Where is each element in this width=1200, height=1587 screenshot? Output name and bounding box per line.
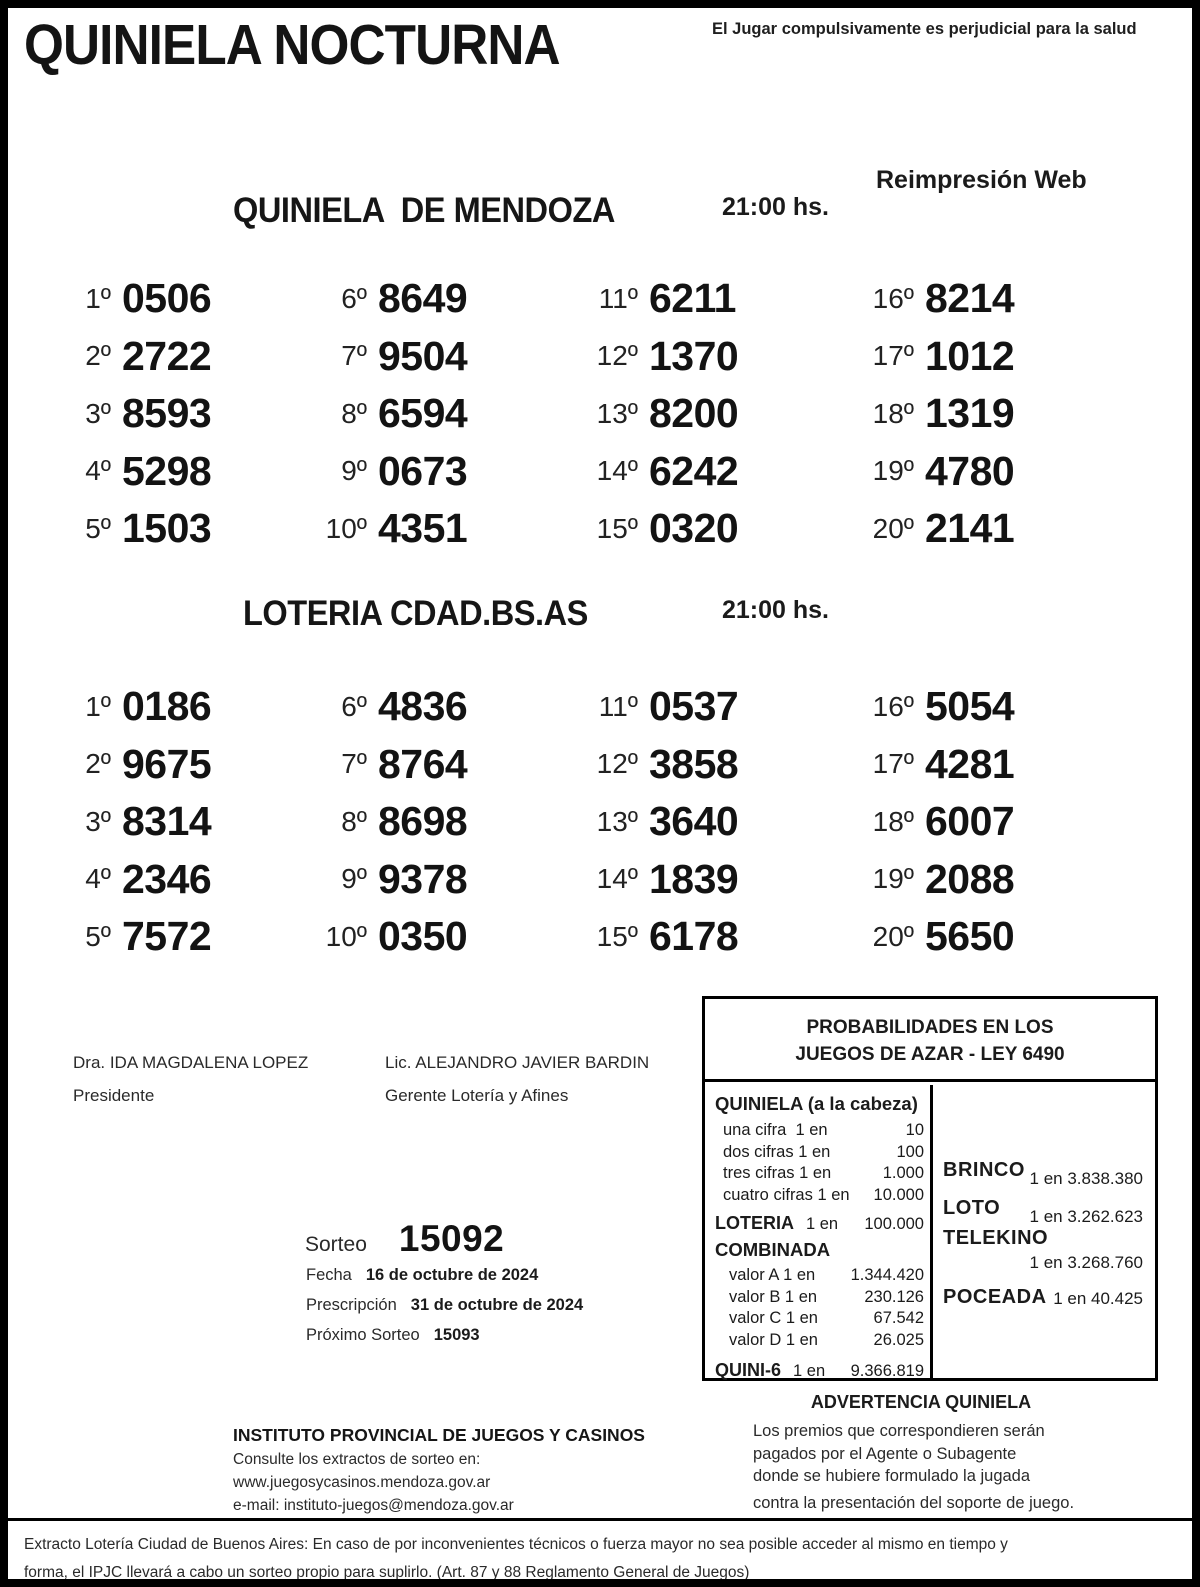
game-value: 1 en 40.425 [1053, 1289, 1143, 1308]
result-number: 0537 [649, 683, 739, 730]
result-cell [584, 270, 860, 328]
result-cell [860, 385, 1120, 443]
quini6-mid: 1 en [793, 1362, 826, 1380]
result-number: 6178 [649, 913, 739, 960]
sorteo-info-value: 31 de octubre de 2024 [410, 1296, 584, 1314]
institute-block [233, 1425, 645, 1515]
loteria-probability-row [715, 1213, 924, 1234]
result-position: 8º [341, 805, 367, 837]
result-cell [57, 908, 313, 966]
institute-line: e-mail: instituto-juegos@mendoza.gov.ar [233, 1497, 514, 1514]
probabilities-header [705, 999, 1155, 1082]
probability-label: dos cifras 1 en [723, 1142, 831, 1161]
result-cell [57, 385, 313, 443]
result-cell [57, 736, 313, 794]
loteria-mid: 1 en [806, 1215, 839, 1233]
result-cell [860, 793, 1120, 851]
result-position: 17º [872, 748, 914, 780]
result-position: 13º [596, 805, 638, 837]
game-name: LOTO [943, 1197, 1001, 1219]
result-cell [860, 908, 1120, 966]
probabilities-box [702, 996, 1158, 1381]
institute-name: INSTITUTO PROVINCIAL DE JUEGOS Y CASINOS [233, 1425, 645, 1445]
probabilities-left-column [705, 1085, 933, 1378]
result-position: 19º [872, 863, 914, 895]
result-number: 2722 [122, 332, 212, 379]
game-probability [943, 1227, 1143, 1273]
signature-block [73, 1053, 308, 1106]
quini6-value: 9.366.819 [850, 1362, 924, 1380]
result-number: 0673 [378, 447, 468, 494]
probability-row [715, 1330, 924, 1352]
probability-label: una cifra 1 en [723, 1121, 828, 1139]
result-cell [584, 385, 860, 443]
probabilities-right-column [933, 1085, 1155, 1378]
probability-label: tres cifras 1 en [723, 1164, 832, 1182]
result-position: 7º [341, 748, 367, 780]
result-cell [313, 270, 584, 328]
advertencia-line: Los premios que correspondieren serán [753, 1422, 1045, 1440]
footer-text [24, 1531, 1174, 1587]
result-position: 9º [341, 455, 367, 487]
probabilities-body [705, 1085, 1155, 1378]
advertencia-block [733, 1392, 1109, 1514]
probability-row [715, 1308, 924, 1330]
sorteo-info-label: Próximo Sorteo [306, 1326, 420, 1344]
game-probability [943, 1159, 1143, 1189]
result-position: 4º [85, 455, 111, 487]
quini6-probability-row [715, 1360, 924, 1381]
result-number: 1370 [649, 332, 739, 379]
game-name: TELEKINO [943, 1227, 1049, 1249]
result-position: 15º [596, 920, 638, 952]
sorteo-info-value: 16 de octubre de 2024 [365, 1266, 539, 1284]
draw-time-bsas: 21:00 hs. [722, 596, 830, 624]
result-position: 4º [85, 863, 111, 895]
result-number: 9378 [378, 855, 468, 902]
advertencia-lines [733, 1420, 1109, 1514]
result-number: 2088 [925, 855, 1015, 902]
result-position: 20º [872, 920, 914, 952]
probabilities-title-line2: JUEGOS DE AZAR - LEY 6490 [795, 1044, 1065, 1065]
advertencia-title: ADVERTENCIA QUINIELA [810, 1392, 1032, 1412]
result-position: 5º [85, 512, 111, 544]
result-number: 6007 [925, 798, 1015, 845]
result-position: 5º [85, 920, 111, 952]
result-number: 1839 [649, 855, 739, 902]
footer-separator [7, 1518, 1193, 1521]
result-cell [860, 328, 1120, 386]
result-number: 8214 [925, 275, 1015, 322]
footer-line: Extracto Lotería Ciudad de Buenos Aires: En caso de por inconvenientes técnicos o fuerza mayor no sea posible acceder al mismo en tiempo y [24, 1536, 1008, 1553]
result-position: 9º [341, 863, 367, 895]
result-position: 6º [341, 690, 367, 722]
health-warning-text: El Jugar compulsivamente es perjudicial para la salud [712, 20, 1137, 38]
probability-value: 67.542 [873, 1309, 924, 1327]
result-position: 14º [596, 455, 638, 487]
result-number: 5650 [925, 913, 1015, 960]
result-cell [313, 500, 584, 558]
result-number: 9504 [378, 332, 468, 379]
result-cell [584, 443, 860, 501]
sorteo-label: Sorteo [305, 1233, 367, 1256]
signature-block [385, 1053, 649, 1106]
result-cell [57, 851, 313, 909]
probability-value: 10 [905, 1121, 924, 1139]
result-number: 5054 [925, 683, 1015, 730]
result-cell [584, 500, 860, 558]
result-number: 0186 [122, 683, 212, 730]
quiniela-probability-header: QUINIELA (a la cabeza) [715, 1093, 918, 1114]
loteria-value: 100.000 [864, 1215, 924, 1233]
probability-row [715, 1265, 924, 1287]
result-number: 8764 [378, 740, 468, 787]
sorteo-info-rows [306, 1266, 583, 1356]
result-cell [57, 500, 313, 558]
draw-title-mendoza: QUINIELA DE MENDOZA [233, 191, 615, 230]
probability-row [715, 1185, 924, 1207]
game-probability [943, 1286, 1143, 1309]
result-number: 8593 [122, 390, 212, 437]
result-cell [860, 678, 1120, 736]
result-cell [57, 270, 313, 328]
web-reprint-label: Reimpresión Web [876, 166, 1087, 194]
quini6-label: QUINI-6 [715, 1360, 782, 1380]
result-number: 4780 [925, 447, 1015, 494]
result-cell [584, 678, 860, 736]
result-position: 15º [596, 512, 638, 544]
results-grid-mendoza [57, 270, 1120, 558]
draw-title-bsas: LOTERIA CDAD.BS.AS [243, 594, 588, 633]
advertencia-line: donde se hubiere formulado la jugada [753, 1467, 1031, 1485]
signature-name: Lic. ALEJANDRO JAVIER BARDIN [385, 1053, 650, 1072]
result-number: 1503 [122, 505, 212, 552]
game-probability [943, 1197, 1143, 1227]
result-cell [584, 328, 860, 386]
result-number: 4281 [925, 740, 1015, 787]
result-position: 1º [85, 690, 111, 722]
probability-label: cuatro cifras 1 en [723, 1185, 850, 1204]
result-cell [584, 908, 860, 966]
probability-label: valor A 1 en [729, 1266, 816, 1284]
probability-value: 230.126 [864, 1287, 924, 1306]
result-cell [860, 443, 1120, 501]
result-position: 18º [872, 397, 914, 429]
result-position: 2º [85, 748, 111, 780]
result-number: 8314 [122, 798, 212, 845]
result-position: 16º [872, 690, 914, 722]
game-name: POCEADA [943, 1286, 1047, 1308]
result-number: 2346 [122, 855, 212, 902]
result-position: 11º [598, 282, 638, 314]
result-number: 6242 [649, 447, 739, 494]
result-cell [313, 908, 584, 966]
result-position: 12º [596, 340, 638, 372]
result-number: 6594 [378, 390, 468, 437]
signature-role: Presidente [73, 1086, 155, 1105]
result-cell [860, 270, 1120, 328]
draw-time-mendoza: 21:00 hs. [722, 193, 830, 221]
institute-line: www.juegosycasinos.mendoza.gov.ar [233, 1474, 491, 1491]
sorteo-header [305, 1218, 504, 1260]
result-number: 6211 [649, 275, 736, 322]
sorteo-info-label: Prescripción [306, 1296, 397, 1314]
sorteo-info-label: Fecha [306, 1266, 352, 1284]
result-position: 3º [85, 397, 111, 429]
probability-row [715, 1287, 924, 1309]
result-cell [584, 851, 860, 909]
sorteo-info-value: 15093 [433, 1326, 480, 1344]
result-number: 8200 [649, 390, 739, 437]
result-number: 2141 [925, 505, 1015, 552]
result-cell [313, 793, 584, 851]
combinada-probability-rows [715, 1265, 924, 1351]
result-number: 3858 [649, 740, 739, 787]
result-position: 18º [872, 805, 914, 837]
result-position: 16º [872, 282, 914, 314]
result-number: 0350 [378, 913, 468, 960]
result-number: 9675 [122, 740, 212, 787]
probability-value: 26.025 [873, 1330, 924, 1349]
result-number: 8698 [378, 798, 468, 845]
result-position: 7º [341, 340, 367, 372]
game-value: 1 en 3.838.380 [1029, 1169, 1143, 1188]
result-position: 1º [85, 282, 111, 314]
probability-row [715, 1142, 924, 1164]
probability-label: valor B 1 en [729, 1287, 818, 1306]
result-position: 20º [872, 512, 914, 544]
result-cell [313, 385, 584, 443]
result-cell [313, 328, 584, 386]
game-value: 1 en 3.268.760 [1029, 1253, 1143, 1272]
result-number: 4836 [378, 683, 468, 730]
result-position: 10º [325, 920, 367, 952]
signature-role: Gerente Lotería y Afines [385, 1086, 569, 1105]
footer-line: forma, el IPJC llevará a cabo un sorteo propio para suplirlo. (Art. 87 y 88 Reglamento General de Juegos) [24, 1564, 750, 1581]
result-position: 11º [598, 690, 638, 722]
result-position: 10º [325, 512, 367, 544]
sorteo-info-row [306, 1326, 583, 1356]
result-cell [57, 793, 313, 851]
sorteo-info-row [306, 1266, 583, 1296]
institute-lines [233, 1451, 645, 1515]
sorteo-info-row [306, 1296, 583, 1326]
result-cell [860, 851, 1120, 909]
result-position: 2º [85, 340, 111, 372]
result-cell [313, 678, 584, 736]
probability-label: valor C 1 en [729, 1309, 818, 1327]
result-number: 8649 [378, 275, 468, 322]
result-position: 17º [872, 340, 914, 372]
game-name: BRINCO [943, 1159, 1025, 1181]
page-title: QUINIELA NOCTURNA [24, 13, 560, 77]
probability-row [715, 1163, 924, 1185]
result-cell [57, 678, 313, 736]
result-number: 4351 [378, 505, 468, 552]
result-cell [584, 736, 860, 794]
result-position: 13º [596, 397, 638, 429]
probability-value: 1.344.420 [850, 1266, 924, 1284]
game-value: 1 en 3.262.623 [1029, 1207, 1143, 1226]
result-cell [313, 851, 584, 909]
probability-value: 10.000 [873, 1185, 924, 1204]
result-position: 19º [872, 455, 914, 487]
result-number: 3640 [649, 798, 739, 845]
probability-value: 100 [896, 1142, 924, 1161]
result-cell [57, 443, 313, 501]
result-number: 7572 [122, 913, 212, 960]
advertencia-line: contra la presentación del soporte de juego. [753, 1493, 1075, 1512]
result-cell [584, 793, 860, 851]
result-number: 1012 [925, 332, 1015, 379]
advertencia-line: pagados por el Agente o Subagente [753, 1444, 1017, 1463]
combinada-header: COMBINADA [715, 1239, 831, 1260]
probability-row [715, 1120, 924, 1142]
result-number: 1319 [925, 390, 1015, 437]
probability-label: valor D 1 en [729, 1330, 818, 1349]
result-cell [313, 736, 584, 794]
results-grid-bsas [57, 678, 1120, 966]
sorteo-number: 15092 [398, 1218, 505, 1259]
loteria-label: LOTERIA [715, 1213, 794, 1233]
probabilities-title-line1: PROBABILIDADES EN LOS [806, 1017, 1054, 1038]
result-position: 3º [85, 805, 111, 837]
result-number: 5298 [122, 447, 212, 494]
probability-value: 1.000 [882, 1164, 924, 1182]
result-cell [313, 443, 584, 501]
result-number: 0506 [122, 275, 212, 322]
institute-line: Consulte los extractos de sorteo en: [233, 1451, 481, 1468]
signature-name: Dra. IDA MAGDALENA LOPEZ [73, 1053, 309, 1072]
quiniela-probability-rows [715, 1120, 924, 1206]
result-number: 0320 [649, 505, 739, 552]
result-position: 14º [596, 863, 638, 895]
result-cell [860, 736, 1120, 794]
result-cell [860, 500, 1120, 558]
result-position: 6º [341, 282, 367, 314]
result-position: 12º [596, 748, 638, 780]
result-position: 8º [341, 397, 367, 429]
result-cell [57, 328, 313, 386]
